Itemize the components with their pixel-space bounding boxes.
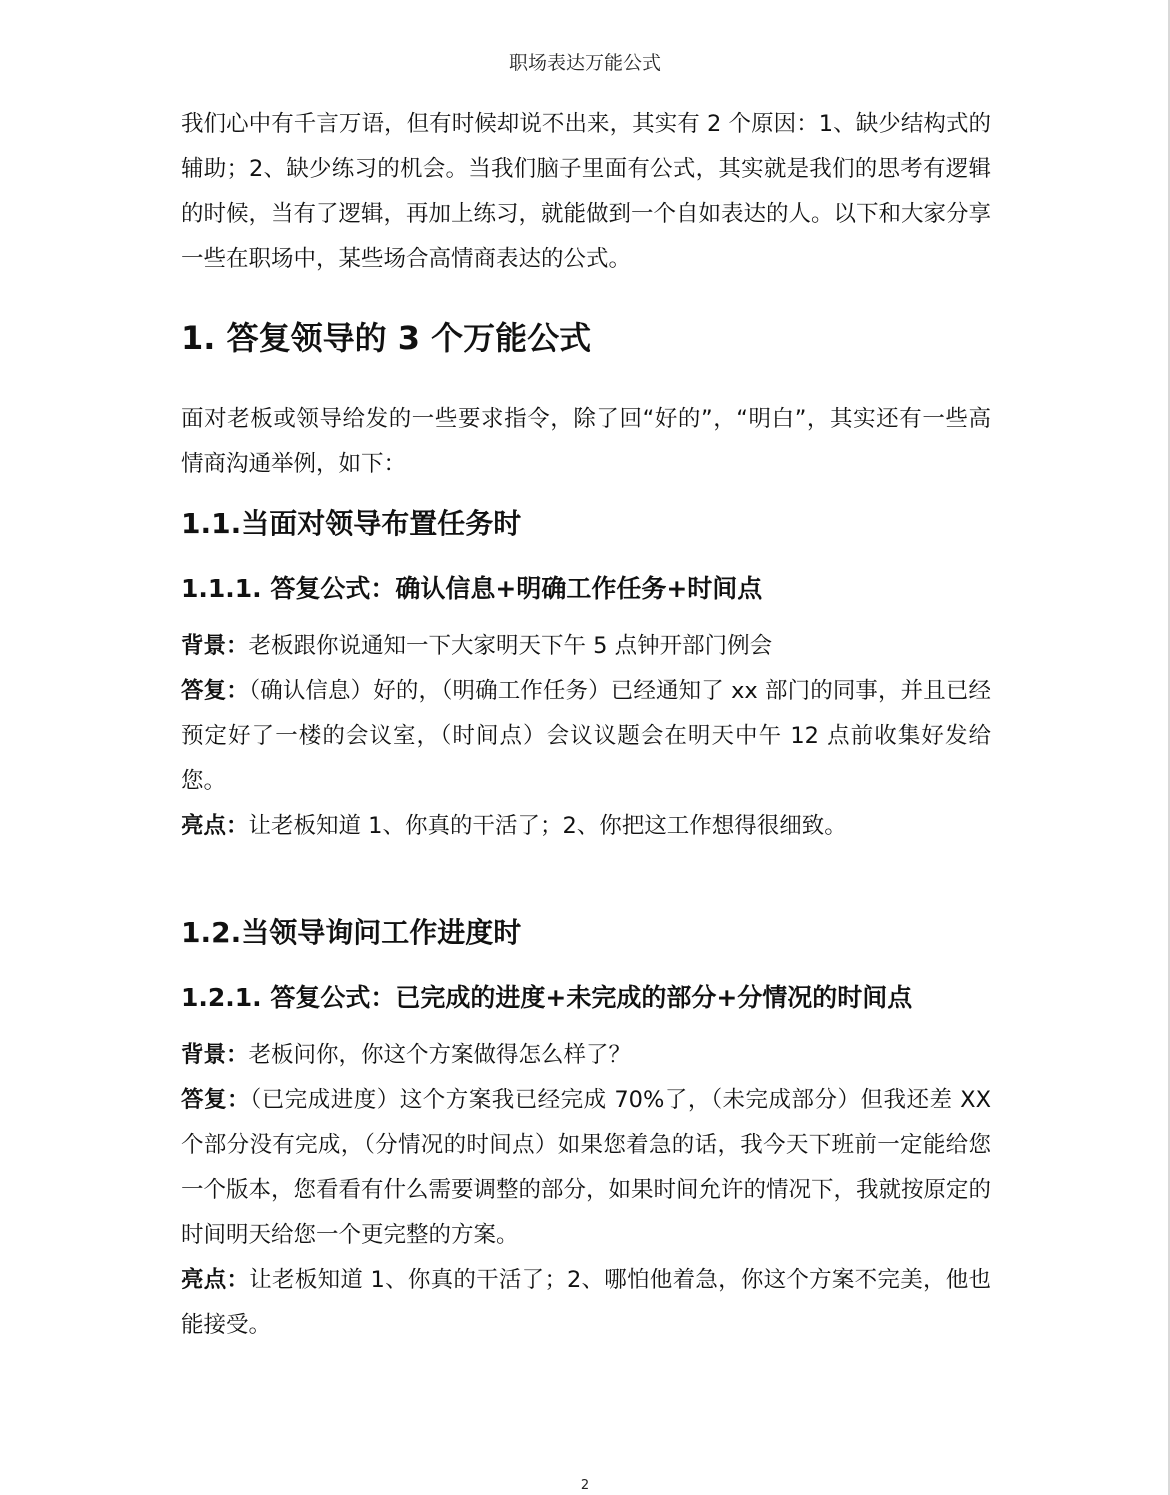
section-1-lead: 面对老板或领导给发的一些要求指令，除了回“好的”，“明白”，其实还有一些高情商沟通举例，如下： [181,406,991,477]
highlight-label: 亮点： [181,813,249,839]
highlight-paragraph-1 [181,804,991,849]
reply-text: （已完成进度）这个方案我已经完成 70%了，（未完成部分）但我还差 XX 个部分没有完成，（分情况的时间点）如果您着急的话，我今天下班前一定能给您一个版本，您看看有什么需要调整的部分，如果时间允许的情况下，我就按原定的时间明天给您一个更完整的方案。 [181,1087,992,1248]
background-paragraph-2 [181,1033,991,1078]
reply-paragraph-1 [181,669,991,804]
reply-label: 答复： [181,678,249,704]
highlight-text: 让老板知道 1、你真的干活了；2、你把这工作想得很细致。 [248,813,847,839]
reply-paragraph-2 [181,1078,991,1258]
page-header: 职场表达万能公式 [508,52,661,74]
section-1-1-1-heading: 1.1.1. 答复公式：确认信息+明确工作任务+时间点 [181,574,763,603]
reply-text: （确认信息）好的，（明确工作任务）已经通知了 xx 部门的同事，并且已经预定好了一楼的会议室，（时间点）会议议题会在明天中午 12 点前收集好发给您。 [181,678,991,794]
section-1-heading: 1. 答复领导的 3 个万能公式 [181,319,592,357]
background-text: 老板跟你说通知一下大家明天下午 5 点钟开部门例会 [248,633,773,659]
section-1-1-heading: 1.1.当面对领导布置任务时 [181,507,522,540]
background-label: 背景： [181,633,249,659]
highlight-label: 亮点： [181,1267,250,1293]
background-text: 老板问你，你这个方案做得怎么样了？ [248,1042,632,1068]
section-1-2-heading: 1.2.当领导询问工作进度时 [181,916,522,949]
section-1-2-1-heading: 1.2.1. 答复公式：已完成的进度+未完成的部分+分情况的时间点 [181,983,913,1012]
highlight-paragraph-2 [181,1258,991,1348]
reply-label: 答复： [181,1087,250,1113]
page-number: 2 [580,1478,590,1493]
background-label: 背景： [181,1042,249,1068]
highlight-text: 让老板知道 1、你真的干活了；2、哪怕他着急，你这个方案不完美，他也能接受。 [181,1267,991,1338]
document-body [181,102,991,1348]
intro-paragraph: 我们心中有千言万语，但有时候却说不出来，其实有 2 个原因：1、缺少结构式的辅助；2、缺少练习的机会。当我们脑子里面有公式，其实就是我们的思考有逻辑的时候，当有了逻辑，再加上练习，就能做到一个自如表达的人。以下和大家分享一些在职场中，某些场合高情商表达的公式。 [181,111,992,272]
background-paragraph-1 [181,624,991,669]
